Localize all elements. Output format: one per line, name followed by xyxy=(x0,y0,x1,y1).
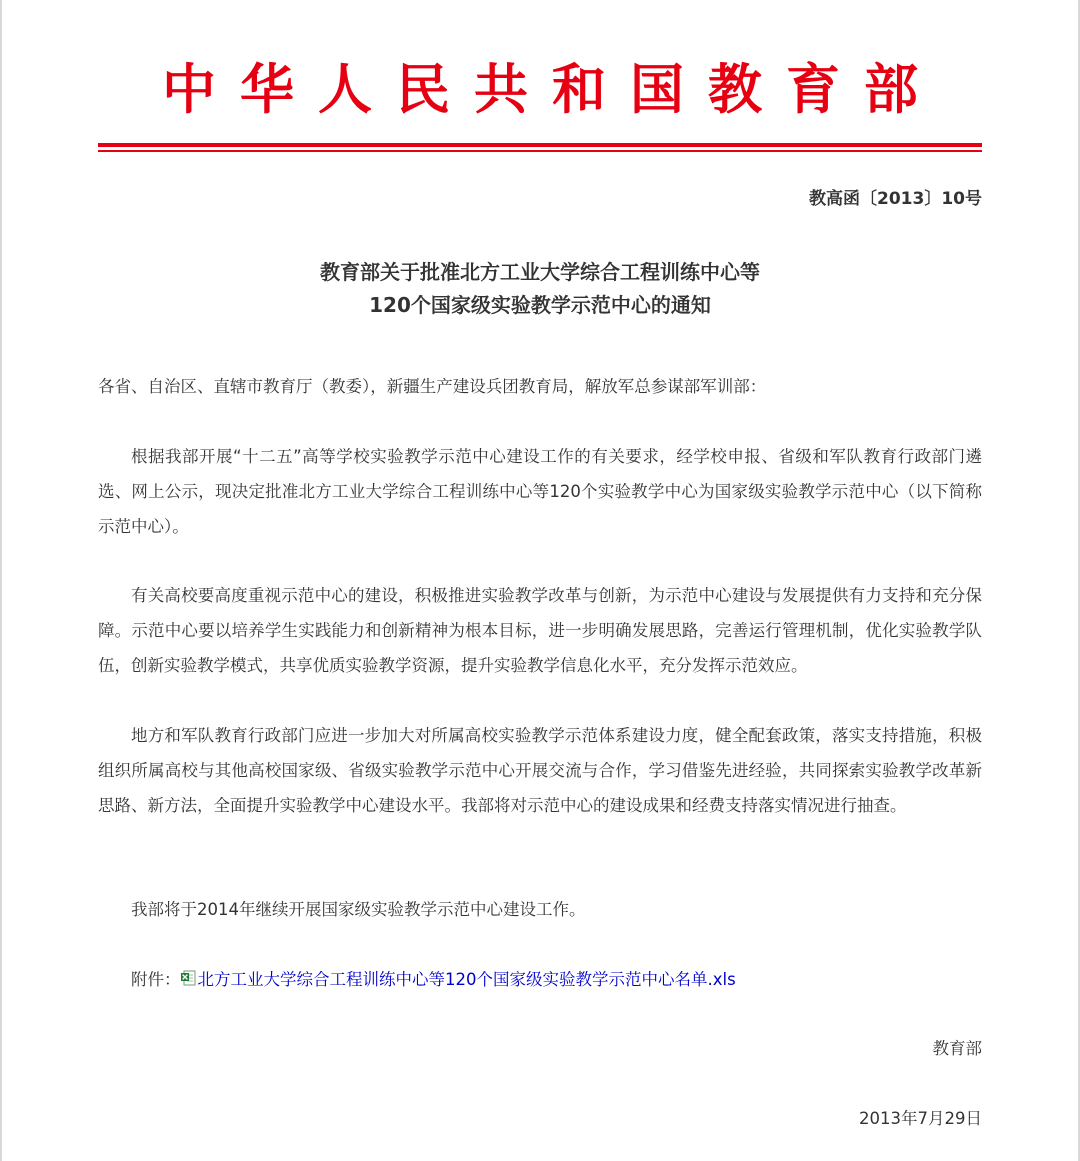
header-rule-thin xyxy=(98,150,982,152)
ministry-header-title: 中华人民共和国教育部 xyxy=(162,57,942,121)
document-title-line-1: 教育部关于批准北方工业大学综合工程训练中心等 xyxy=(320,260,760,284)
paragraph-3: 地方和军队教育行政部门应进一步加大对所属高校实验教学示范体系建设力度，健全配套政策，落实支持措施，积极组织所属高校与其他高校国家级、省级实验教学示范中心开展交流与合作，学习借鉴先进经验，共同探索实验教学改革新思路、新方法，全面提升实验教学中心建设水平。我部将对示范中心的建设成果和经费支持落实情况进行抽查。 xyxy=(98,726,982,815)
signer: 教育部 xyxy=(932,1039,982,1058)
attachment-link[interactable]: 北方工业大学综合工程训练中心等120个国家级实验教学示范中心名单.xls xyxy=(197,970,736,989)
document-title-line-2: 120个国家级实验教学示范中心的通知 xyxy=(369,293,711,317)
document-title xyxy=(98,256,982,322)
excel-file-icon[interactable] xyxy=(181,963,197,979)
header-rule-thick xyxy=(98,143,982,147)
attachment-label: 附件： xyxy=(131,970,181,989)
attachment-row xyxy=(98,962,982,997)
paragraph-2: 有关高校要高度重视示范中心的建设，积极推进实验教学改革与创新，为示范中心建设与发展提供有力支持和充分保障。示范中心要以培养学生实践能力和创新精神为根本目标，进一步明确发展思路，完善运行管理机制，优化实验教学队伍，创新实验教学模式，共享优质实验教学资源，提升实验教学信息化水平，充分发挥示范效应。 xyxy=(98,586,982,675)
page-border-left xyxy=(0,0,2,1161)
salutation: 各省、自治区、直辖市教育厅（教委），新疆生产建设兵团教育局，解放军总参谋部军训部： xyxy=(98,377,767,396)
document-number: 教高函〔2013〕10号 xyxy=(809,189,982,209)
paragraph-4: 我部将于2014年继续开展国家级实验教学示范中心建设工作。 xyxy=(131,900,586,919)
paragraph-1: 根据我部开展“十二五”高等学校实验教学示范中心建设工作的有关要求，经学校申报、省级和军队教育行政部门遴选、网上公示，现决定批准北方工业大学综合工程训练中心等120个实验教学中心为国家级实验教学示范中心（以下简称示范中心）。 xyxy=(98,447,982,536)
document-date: 2013年7月29日 xyxy=(859,1109,982,1128)
